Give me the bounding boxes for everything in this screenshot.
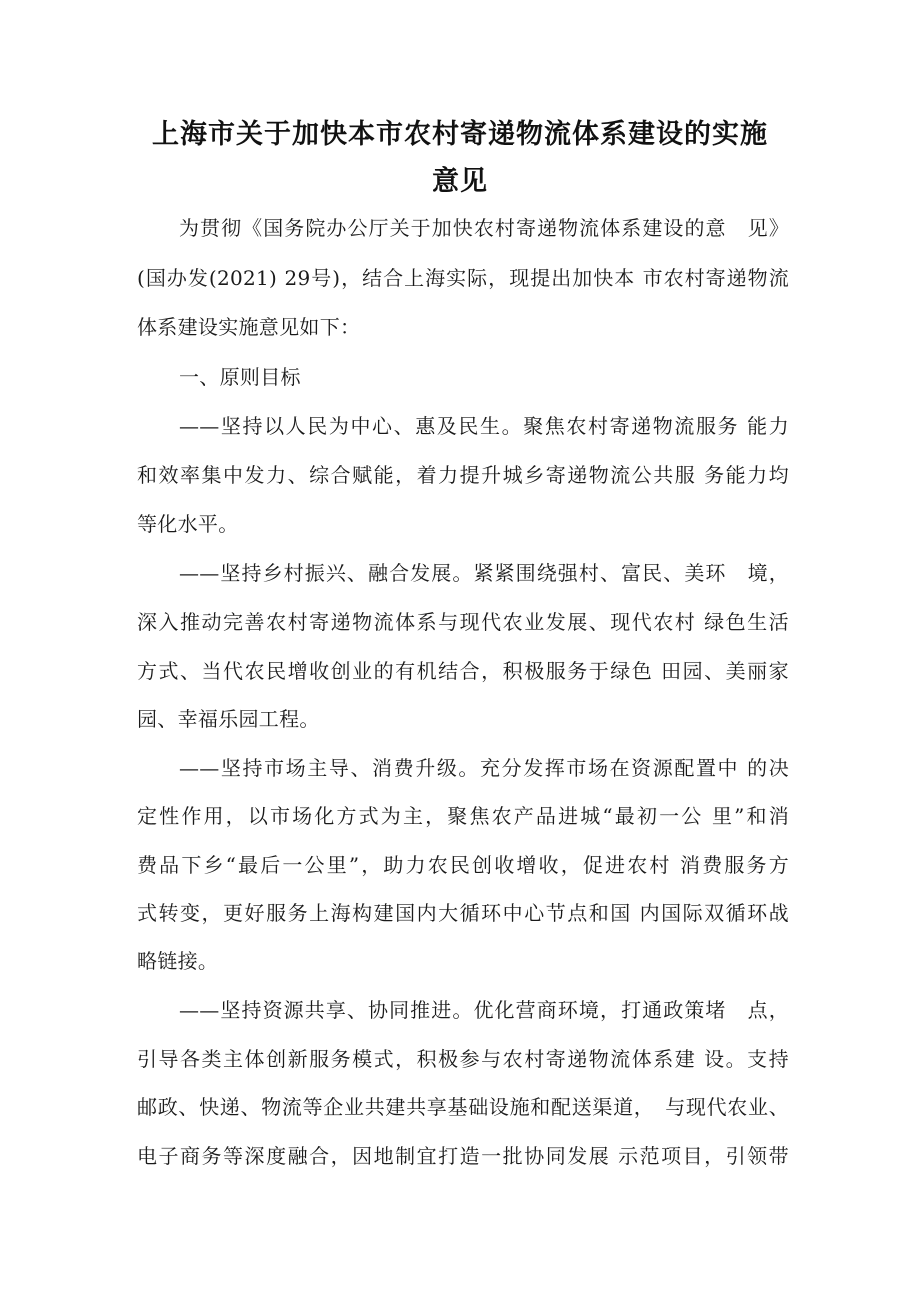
body-line: 费品下乡“最后一公里”，助力农民创收增收，促进农村 消费服务方 xyxy=(137,853,789,877)
body-line: 电子商务等深度融合，因地制宜打造一批协同发展 示范项目，引领带 xyxy=(137,1144,789,1168)
body-line: 定性作用，以市场化方式为主，聚焦农产品进城“最初一公 里”和消 xyxy=(137,804,789,828)
body-line: ——坚持以人民为中心、惠及民生。聚焦农村寄递物流服务 能力 xyxy=(179,414,789,438)
document-title-line-2: 意见 xyxy=(432,166,488,197)
body-line: 邮政、快递、物流等企业共建共享基础设施和配送渠道， 与现代农业、 xyxy=(137,1095,789,1119)
body-line: 为贯彻《国务院办公厅关于加快农村寄递物流体系建设的意 见》 xyxy=(179,216,789,240)
body-line: 和效率集中发力、综合赋能，着力提升城乡寄递物流公共服 务能力均 xyxy=(137,463,789,487)
body-line: 园、幸福乐园工程。 xyxy=(137,707,320,731)
body-line: 引导各类主体创新服务模式，积极参与农村寄递物流体系建 设。支持 xyxy=(137,1047,789,1071)
body-line: 方式、当代农民增收创业的有机结合，积极服务于绿色 田园、美丽家 xyxy=(137,659,789,683)
document-title-line-1: 上海市关于加快本市农村寄递物流体系建设的实施 xyxy=(152,119,768,150)
body-line: 等化水平。 xyxy=(137,512,239,536)
body-line: 深入推动完善农村寄递物流体系与现代农业发展、现代农村 绿色生活 xyxy=(137,610,789,634)
body-line: 体系建设实施意见如下： xyxy=(137,315,361,339)
body-line: (国办发(2021) 29号)，结合上海实际，现提出加快本 市农村寄递物流 xyxy=(137,266,789,290)
body-line: ——坚持市场主导、消费升级。充分发挥市场在资源配置中 的决 xyxy=(179,756,789,780)
body-line: ——坚持乡村振兴、融合发展。紧紧围绕强村、富民、美环 境， xyxy=(179,561,789,585)
section-heading: 一、原则目标 xyxy=(179,365,301,389)
body-line: 式转变，更好服务上海构建国内大循环中心节点和国 内国际双循环战 xyxy=(137,901,789,925)
body-line: ——坚持资源共享、协同推进。优化营商环境，打通政策堵 点， xyxy=(179,998,789,1022)
body-line: 略链接。 xyxy=(137,949,219,973)
